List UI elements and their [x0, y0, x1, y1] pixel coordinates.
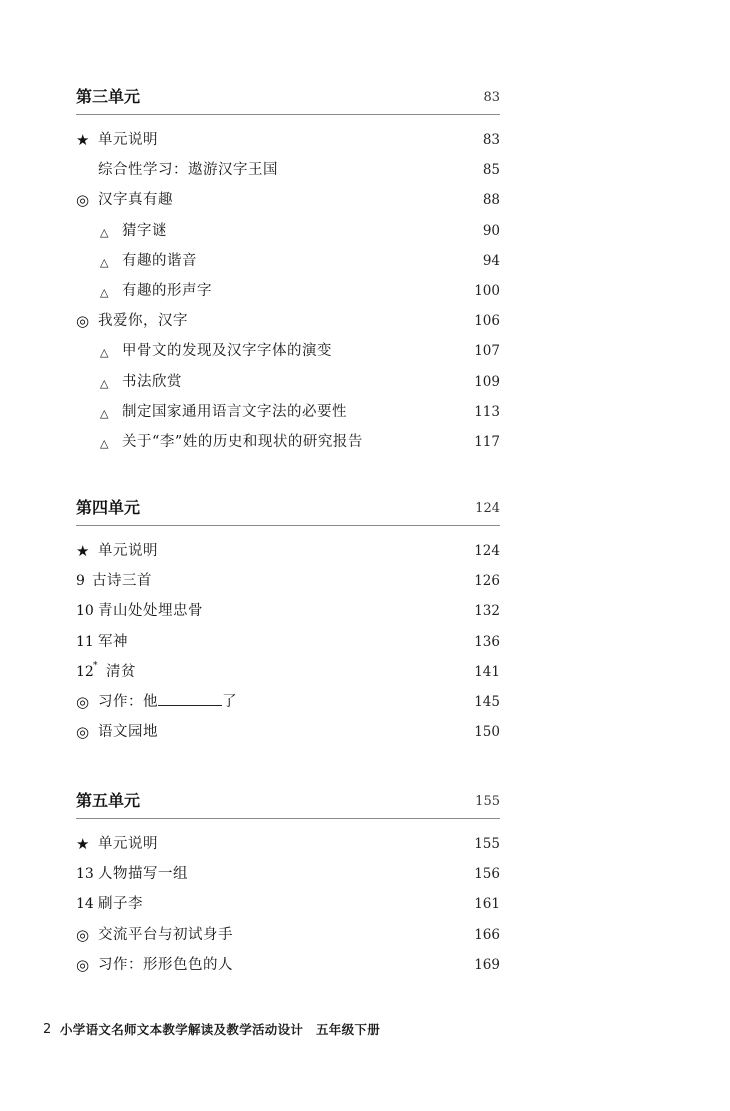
entry-title	[98, 925, 233, 945]
toc-entry[interactable]	[76, 919, 500, 949]
entry-page-number: 100	[474, 282, 500, 299]
unit-header	[76, 86, 500, 112]
entry-list	[76, 124, 500, 456]
toc-entry[interactable]	[76, 828, 500, 858]
entry-label: 交流平台与初试身手	[98, 926, 233, 943]
unit-title: 第三单元	[76, 87, 141, 106]
optional-mark: *	[93, 660, 98, 671]
double-circle-icon: ◎	[76, 312, 90, 331]
entry-label: 有趣的谐音	[122, 252, 197, 269]
toc-entry[interactable]	[76, 626, 500, 656]
triangle-icon: △	[100, 436, 109, 450]
entry-label: 我爱你，汉字	[98, 313, 188, 330]
unit-section-3	[76, 86, 500, 450]
unit-title: 第四单元	[76, 498, 141, 517]
entry-page-number: 109	[474, 373, 500, 390]
triangle-icon: △	[100, 285, 109, 299]
entry-title	[122, 251, 197, 271]
triangle-icon: △	[100, 346, 109, 360]
entry-title	[98, 190, 173, 210]
toc-entry[interactable]	[76, 888, 500, 918]
entry-label: 汉字真有趣	[98, 192, 173, 209]
entry-label: 单元说明	[98, 543, 158, 559]
toc-entry[interactable]	[76, 335, 500, 365]
entry-title	[92, 571, 152, 591]
toc-entry[interactable]	[76, 426, 500, 456]
entry-title	[98, 834, 158, 854]
entry-title	[106, 662, 136, 682]
entry-page-number: 124	[474, 543, 500, 559]
double-circle-icon: ◎	[76, 925, 90, 944]
toc-entry[interactable]	[76, 184, 500, 214]
entry-page-number: 132	[474, 603, 500, 620]
toc-entry[interactable]	[76, 245, 500, 275]
entry-page-number: 150	[474, 724, 500, 741]
unit-page-number: 155	[475, 794, 500, 809]
double-circle-icon: ◎	[76, 723, 90, 742]
toc-entry[interactable]	[76, 716, 500, 746]
triangle-icon: △	[100, 225, 109, 239]
toc-entry[interactable]	[76, 396, 500, 426]
entry-title	[98, 955, 233, 975]
double-circle-icon: ◎	[76, 692, 90, 711]
entry-page-number: 145	[474, 693, 500, 710]
entry-label: 刷子李	[98, 896, 143, 913]
entry-title	[122, 402, 347, 422]
entry-title	[98, 601, 203, 621]
entry-title	[122, 221, 167, 241]
entry-page-number: 169	[474, 956, 500, 973]
toc-entry[interactable]	[76, 595, 500, 625]
double-circle-icon: ◎	[76, 191, 90, 210]
lesson-number: 14	[76, 896, 94, 913]
entry-page-number: 83	[482, 132, 500, 148]
toc-entry[interactable]	[76, 686, 500, 716]
entry-label: 制定国家通用语言文字法的必要性	[122, 403, 347, 420]
entry-title	[98, 722, 158, 742]
entry-label: 综合性学习：遨游汉字王国	[98, 162, 278, 179]
unit-title: 第五单元	[76, 791, 141, 810]
entry-label-suffix: 了	[222, 693, 237, 710]
entry-label: 甲骨文的发现及汉字字体的演变	[122, 343, 332, 360]
toc-entry[interactable]	[76, 305, 500, 335]
entry-title	[122, 281, 212, 301]
entry-title	[98, 692, 237, 712]
entry-label: 书法欣赏	[122, 373, 182, 390]
triangle-icon: △	[100, 255, 109, 269]
entry-label: 青山处处埋忠骨	[98, 603, 203, 620]
fill-in-blank	[158, 692, 222, 706]
divider	[76, 525, 500, 526]
entry-page-number: 126	[474, 573, 500, 590]
entry-page-number: 107	[474, 343, 500, 360]
entry-label: 单元说明	[98, 132, 158, 148]
entry-page-number: 166	[474, 926, 500, 943]
triangle-icon: △	[100, 376, 109, 390]
lesson-number: 13	[76, 866, 94, 883]
lesson-number: 11	[76, 633, 94, 650]
double-circle-icon: ◎	[76, 955, 90, 974]
entry-label: 习作：形形色色的人	[98, 956, 233, 973]
entry-page-number: 117	[474, 433, 500, 450]
toc-entry[interactable]	[76, 565, 500, 595]
toc-entry[interactable]	[76, 154, 500, 184]
lesson-number: 9	[76, 573, 85, 590]
entry-page-number: 94	[482, 252, 500, 269]
toc-entry[interactable]	[76, 858, 500, 888]
unit-section-4	[76, 497, 500, 742]
toc-entry[interactable]	[76, 215, 500, 245]
toc-entry[interactable]	[76, 366, 500, 396]
unit-header	[76, 497, 500, 523]
entry-label: 单元说明	[98, 836, 158, 852]
page-footer	[0, 1021, 730, 1041]
entry-list	[76, 535, 500, 746]
unit-page-number: 124	[475, 501, 500, 516]
toc-entry[interactable]	[76, 535, 500, 565]
entry-page-number: 106	[474, 313, 500, 330]
entry-label: 军神	[98, 633, 128, 650]
entry-label: 有趣的形声字	[122, 282, 212, 299]
entry-page-number: 88	[482, 192, 500, 209]
entry-page-number: 113	[474, 403, 500, 420]
entry-title	[122, 341, 332, 361]
entry-list	[76, 828, 500, 979]
entry-label: 清贫	[106, 663, 136, 680]
lesson-number: 12	[76, 663, 94, 680]
unit-page-number: 83	[483, 90, 500, 105]
divider	[76, 114, 500, 115]
entry-page-number: 155	[474, 836, 500, 852]
entry-page-number: 141	[474, 663, 500, 680]
entry-page-number: 161	[474, 896, 500, 913]
entry-page-number: 85	[482, 162, 500, 179]
entry-title	[122, 432, 363, 452]
toc-entry[interactable]	[76, 656, 500, 686]
entry-label: 古诗三首	[92, 573, 152, 590]
entry-page-number: 90	[482, 222, 500, 239]
triangle-icon: △	[100, 406, 109, 420]
unit-header	[76, 790, 500, 816]
entry-title	[98, 864, 188, 884]
entry-page-number: 136	[474, 633, 500, 650]
star-icon: ★	[76, 835, 90, 853]
toc-entry[interactable]	[76, 949, 500, 979]
entry-title	[98, 130, 158, 150]
footer-book-title: 小学语文名师文本教学解读及教学活动设计 五年级下册	[60, 1022, 381, 1037]
entry-title	[98, 160, 278, 180]
entry-title	[98, 541, 158, 561]
entry-title	[98, 632, 128, 652]
entry-page-number: 156	[474, 866, 500, 883]
star-icon: ★	[76, 542, 90, 560]
unit-section-5	[76, 790, 500, 974]
entry-label: 语文园地	[98, 724, 158, 741]
entry-label: 关于“李”姓的历史和现状的研究报告	[122, 433, 363, 450]
entry-label: 人物描写一组	[98, 866, 188, 883]
toc-entry[interactable]	[76, 124, 500, 154]
lesson-number: 10	[76, 603, 94, 620]
divider	[76, 818, 500, 819]
entry-label: 猜字谜	[122, 222, 167, 239]
entry-title	[98, 311, 188, 331]
star-icon: ★	[76, 131, 90, 149]
entry-title	[98, 894, 143, 914]
toc-entry[interactable]	[76, 275, 500, 305]
entry-title	[122, 372, 182, 392]
entry-label: 习作：他	[98, 693, 158, 710]
footer-page-number: 2	[43, 1022, 52, 1037]
